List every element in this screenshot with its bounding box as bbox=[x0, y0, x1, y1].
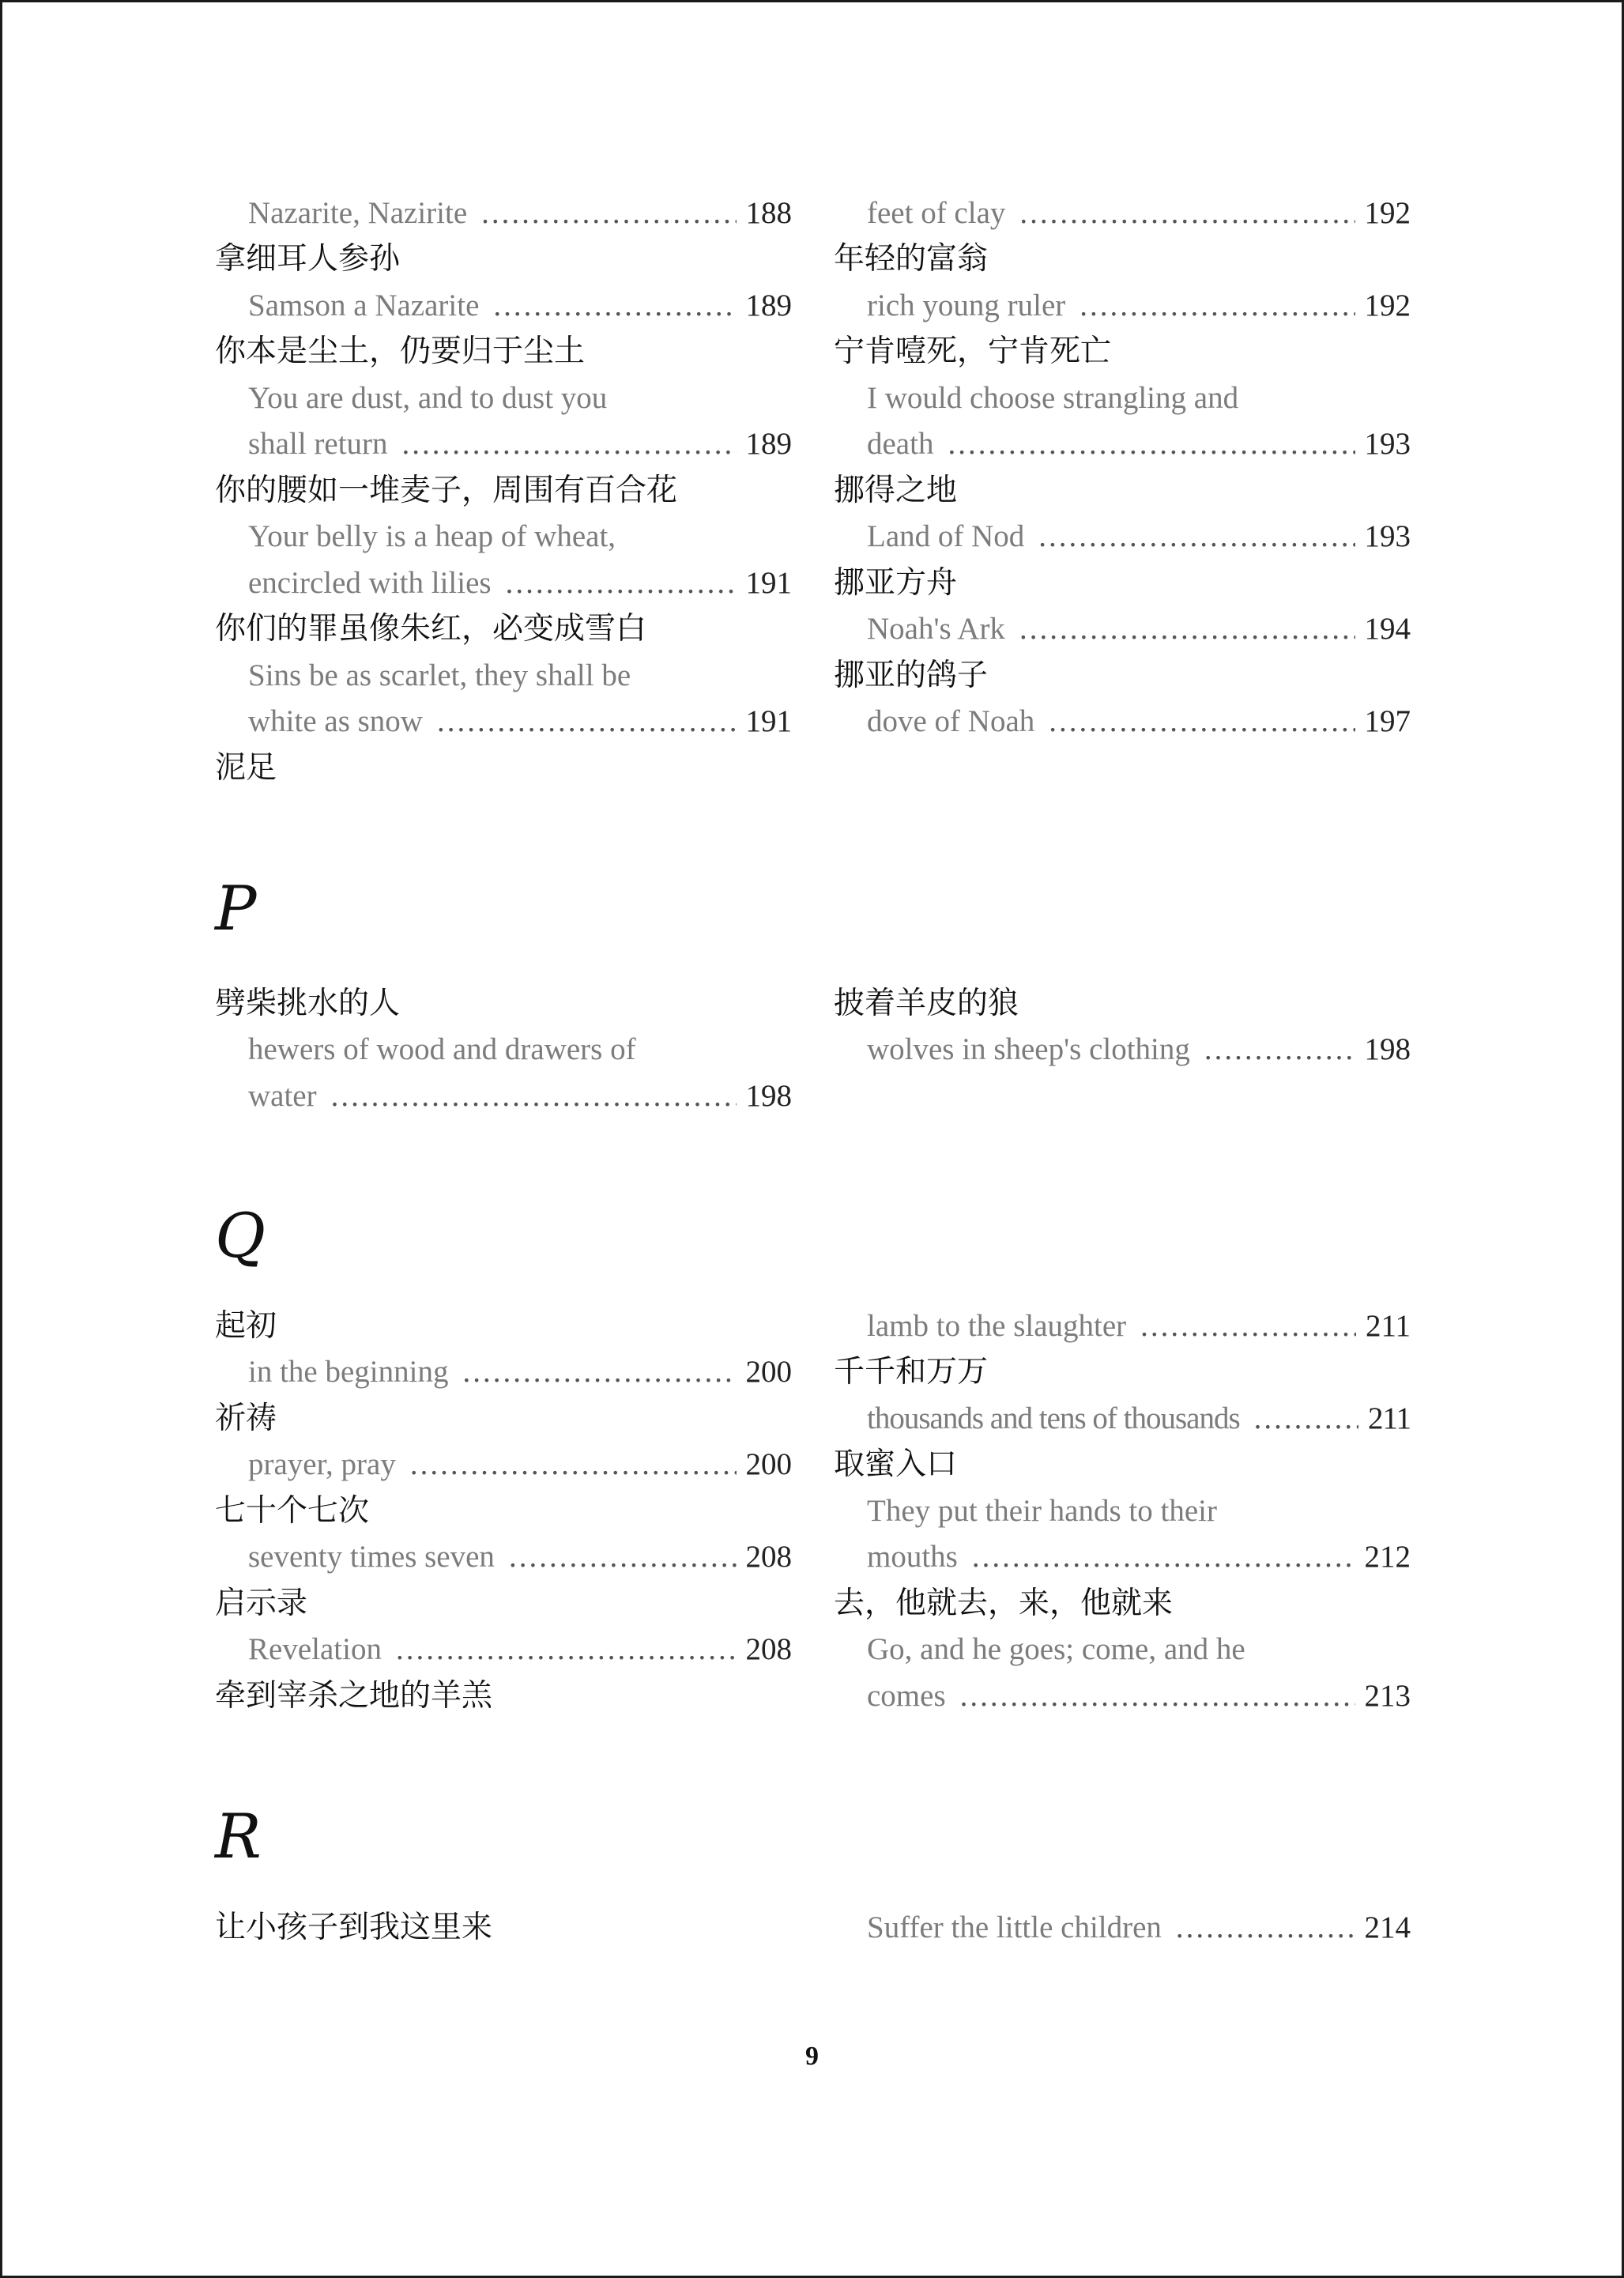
index-entry bbox=[248, 283, 792, 329]
index-entry bbox=[248, 1073, 792, 1119]
entry-chinese: 起初 bbox=[215, 1308, 277, 1344]
entry-english: dove of Noah bbox=[867, 704, 1035, 738]
entry-page: 213 bbox=[1364, 1679, 1411, 1713]
leader-dots bbox=[1254, 1396, 1358, 1442]
entry-page: 193 bbox=[1364, 427, 1411, 461]
leader-dots bbox=[1140, 1303, 1356, 1349]
entry-chinese: 挪亚的鸽子 bbox=[834, 658, 989, 693]
entry-english: in the beginning bbox=[248, 1355, 449, 1389]
entry-english: They put their hands to their bbox=[867, 1494, 1217, 1528]
leader-dots bbox=[1176, 1905, 1355, 1951]
section-letter-r: R bbox=[215, 1801, 262, 1873]
index-entry-wrap bbox=[248, 653, 792, 699]
entry-english: Sins be as scarlet, they shall be bbox=[248, 658, 631, 692]
entry-english: white as snow bbox=[248, 704, 423, 738]
leader-dots bbox=[410, 1442, 737, 1488]
index-entry-wrap bbox=[248, 1027, 792, 1073]
entry-page: 211 bbox=[1365, 1309, 1411, 1343]
entry-chinese: 挪得之地 bbox=[834, 473, 958, 508]
section-letter-q: Q bbox=[215, 1201, 266, 1272]
entry-chinese: 千千和万万 bbox=[834, 1354, 989, 1390]
entry-chinese: 挪亚方舟 bbox=[834, 565, 958, 601]
index-entry bbox=[248, 190, 792, 236]
index-entry bbox=[867, 514, 1411, 560]
entry-chinese: 披着羊皮的狼 bbox=[834, 986, 1019, 1021]
entry-page: 192 bbox=[1364, 196, 1411, 230]
entry-page: 197 bbox=[1364, 704, 1411, 738]
entry-english: water bbox=[248, 1079, 317, 1113]
entry-english: I would choose strangling and bbox=[867, 381, 1239, 415]
leader-dots bbox=[1049, 699, 1355, 745]
index-entry bbox=[867, 699, 1411, 745]
entry-page: 192 bbox=[1364, 289, 1411, 322]
index-entry bbox=[248, 1349, 792, 1395]
entry-english: seventy times seven bbox=[248, 1540, 495, 1574]
entry-page: 191 bbox=[745, 704, 792, 738]
entry-page: 208 bbox=[745, 1540, 792, 1574]
leader-dots bbox=[972, 1534, 1355, 1580]
entry-chinese: 拿细耳人参孙 bbox=[215, 241, 401, 277]
leader-dots bbox=[960, 1673, 1355, 1719]
index-entry bbox=[867, 1396, 1411, 1442]
index-entry bbox=[248, 421, 792, 467]
index-entry-wrap bbox=[248, 375, 792, 421]
index-entry-wrap bbox=[867, 1488, 1411, 1534]
index-entry-wrap bbox=[867, 375, 1411, 421]
entry-page: 194 bbox=[1364, 612, 1411, 646]
entry-chinese: 你的腰如一堆麦子，周围有百合花 bbox=[215, 473, 678, 508]
entry-chinese: 让小孩子到我这里来 bbox=[215, 1910, 493, 1945]
index-entry bbox=[248, 560, 792, 606]
leader-dots bbox=[948, 421, 1355, 467]
entry-english: rich young ruler bbox=[867, 289, 1066, 322]
index-entry bbox=[867, 421, 1411, 467]
leader-dots bbox=[493, 283, 736, 329]
entry-chinese: 劈柴挑水的人 bbox=[215, 986, 401, 1021]
leader-dots bbox=[509, 1534, 737, 1580]
entry-english: hewers of wood and drawers of bbox=[248, 1032, 636, 1066]
entry-english: wolves in sheep's clothing bbox=[867, 1032, 1190, 1066]
leader-dots bbox=[402, 421, 737, 467]
entry-english: shall return bbox=[248, 427, 388, 461]
entry-english: Noah's Ark bbox=[867, 612, 1005, 646]
index-entry-wrap bbox=[248, 514, 792, 560]
entry-chinese: 你们的罪虽像朱红，必变成雪白 bbox=[215, 611, 647, 647]
index-entry bbox=[248, 1442, 792, 1488]
leader-dots bbox=[1019, 190, 1355, 236]
index-entry bbox=[867, 606, 1411, 652]
entry-english: Your belly is a heap of wheat, bbox=[248, 519, 616, 553]
entry-page: 189 bbox=[745, 427, 792, 461]
entry-english: prayer, pray bbox=[248, 1447, 396, 1481]
entry-english: Samson a Nazarite bbox=[248, 289, 480, 322]
entry-english: Nazarite, Nazirite bbox=[248, 196, 468, 230]
leader-dots bbox=[1038, 514, 1355, 560]
entry-page: 189 bbox=[745, 289, 792, 322]
entry-english: encircled with lilies bbox=[248, 566, 492, 600]
entry-page: 191 bbox=[745, 566, 792, 600]
entry-chinese: 你本是尘土，仍要归于尘土 bbox=[215, 334, 586, 369]
entry-english: Revelation bbox=[248, 1632, 382, 1666]
index-entry bbox=[867, 283, 1411, 329]
entry-english: Land of Nod bbox=[867, 519, 1025, 553]
leader-dots bbox=[437, 699, 737, 745]
leader-dots bbox=[396, 1627, 737, 1673]
entry-page: 198 bbox=[745, 1079, 792, 1113]
entry-page: 211 bbox=[1367, 1401, 1411, 1435]
entry-chinese: 年轻的富翁 bbox=[834, 241, 989, 277]
entry-chinese: 祈祷 bbox=[215, 1401, 277, 1436]
entry-chinese: 取蜜入口 bbox=[834, 1446, 958, 1482]
entry-chinese: 启示录 bbox=[215, 1586, 308, 1621]
entry-english: lamb to the slaughter bbox=[867, 1309, 1127, 1343]
index-entry bbox=[867, 1027, 1411, 1073]
entry-chinese: 去，他就去，来，他就来 bbox=[834, 1586, 1174, 1621]
leader-dots bbox=[1080, 283, 1355, 329]
entry-chinese: 牵到宰杀之地的羊羔 bbox=[215, 1678, 493, 1714]
leader-dots bbox=[481, 190, 736, 236]
index-entry bbox=[867, 1905, 1411, 1951]
entry-page: 188 bbox=[745, 196, 792, 230]
entry-english: You are dust, and to dust you bbox=[248, 381, 608, 415]
entry-chinese: 宁肯噎死，宁肯死亡 bbox=[834, 334, 1112, 369]
index-entry bbox=[867, 190, 1411, 236]
index-entry-wrap bbox=[867, 1627, 1411, 1673]
index-entry bbox=[867, 1534, 1411, 1580]
page-number: 9 bbox=[805, 2042, 819, 2071]
leader-dots bbox=[462, 1349, 736, 1395]
entry-page: 214 bbox=[1364, 1910, 1411, 1944]
leader-dots bbox=[506, 560, 737, 606]
entry-page: 212 bbox=[1364, 1540, 1411, 1574]
index-entry bbox=[248, 1534, 792, 1580]
entry-english: feet of clay bbox=[867, 196, 1006, 230]
entry-english: mouths bbox=[867, 1540, 958, 1574]
index-entry bbox=[248, 1627, 792, 1673]
entry-english: thousands and tens of thousands bbox=[867, 1401, 1240, 1435]
index-entry bbox=[867, 1673, 1411, 1719]
entry-chinese: 泥足 bbox=[215, 750, 277, 786]
leader-dots bbox=[1204, 1027, 1355, 1073]
entry-english: comes bbox=[867, 1679, 946, 1713]
index-entry bbox=[867, 1303, 1411, 1349]
entry-page: 193 bbox=[1364, 519, 1411, 553]
entry-english: Go, and he goes; come, and he bbox=[867, 1632, 1245, 1666]
entry-page: 208 bbox=[745, 1632, 792, 1666]
entry-english: Suffer the little children bbox=[867, 1910, 1162, 1944]
entry-english: death bbox=[867, 427, 934, 461]
leader-dots bbox=[331, 1073, 737, 1119]
entry-page: 198 bbox=[1364, 1032, 1411, 1066]
entry-page: 200 bbox=[745, 1447, 792, 1481]
leader-dots bbox=[1019, 606, 1355, 652]
section-letter-p: P bbox=[215, 873, 257, 945]
entry-page: 200 bbox=[745, 1355, 792, 1389]
entry-chinese: 七十个七次 bbox=[215, 1493, 370, 1529]
index-entry bbox=[248, 699, 792, 745]
